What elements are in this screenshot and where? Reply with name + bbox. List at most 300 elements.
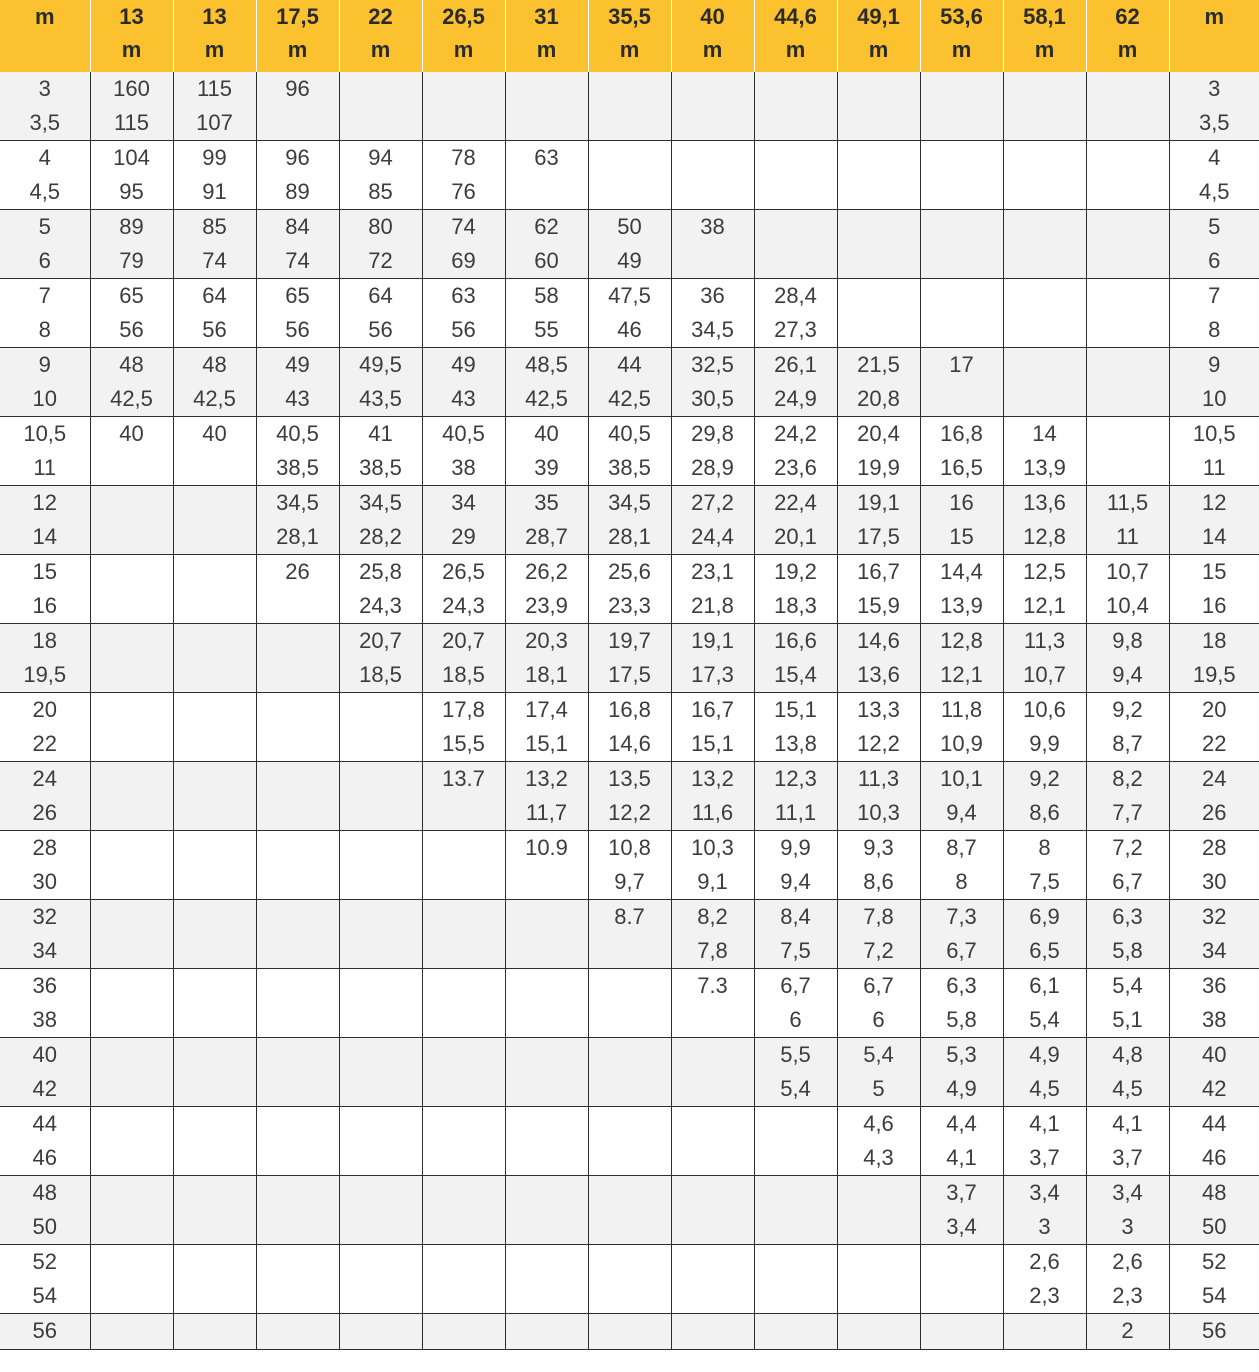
capacity-cell — [837, 624, 920, 693]
cell-value: 42,5 — [110, 385, 153, 411]
radius-cell-left — [0, 1176, 90, 1245]
cell-value: 6,7 — [946, 937, 977, 963]
capacity-cell — [505, 900, 588, 969]
cell-value: 49 — [451, 352, 476, 377]
cell-value: 6,7 — [780, 973, 811, 998]
cell-value: 6,3 — [1112, 904, 1143, 929]
capacity-cell — [173, 417, 256, 486]
table-row — [0, 762, 1259, 831]
cell-value: 20,7 — [442, 628, 485, 653]
cell-value: 22 — [1202, 730, 1227, 756]
cell-value: 15 — [32, 559, 57, 584]
cell-value: 27,3 — [774, 316, 817, 342]
cell-value: 9,9 — [1029, 730, 1060, 756]
capacity-cell — [1086, 486, 1169, 555]
cell-value: 20,7 — [359, 628, 402, 653]
cell-value: 15,5 — [442, 730, 485, 756]
cell-value: 14,4 — [940, 559, 983, 584]
capacity-cell — [173, 1245, 256, 1314]
capacity-cell — [1003, 279, 1086, 348]
cell-value: 56 — [32, 1318, 57, 1343]
radius-cell-left — [0, 72, 90, 141]
radius-cell-right — [1169, 969, 1259, 1038]
table-row — [0, 1245, 1259, 1314]
cell-value: 29 — [451, 523, 476, 549]
cell-value: 85 — [368, 178, 393, 204]
capacity-cell — [256, 900, 339, 969]
cell-value: 11,6 — [691, 799, 734, 825]
cell-value: 25,8 — [359, 559, 402, 584]
capacity-cell — [339, 141, 422, 210]
capacity-cell — [505, 1245, 588, 1314]
cell-value: 4 — [38, 145, 51, 170]
capacity-cell — [90, 141, 173, 210]
cell-value: 40,5 — [442, 421, 485, 446]
capacity-cell — [671, 210, 754, 279]
cell-value: 9 — [38, 352, 51, 377]
capacity-cell — [339, 831, 422, 900]
cell-value: 40,5 — [276, 421, 319, 446]
capacity-cell — [1086, 693, 1169, 762]
capacity-cell — [505, 141, 588, 210]
capacity-cell — [90, 417, 173, 486]
cell-value: 12 — [32, 490, 57, 515]
capacity-cell — [90, 1107, 173, 1176]
cell-value: 94 — [368, 145, 393, 170]
capacity-cell — [588, 72, 671, 141]
cell-value: 18 — [32, 628, 57, 653]
capacity-cell — [173, 1176, 256, 1245]
cell-value: 96 — [285, 145, 310, 170]
header-radius-right — [1169, 0, 1259, 72]
table-row — [0, 1038, 1259, 1107]
capacity-cell — [920, 1107, 1003, 1176]
cell-value: 74 — [285, 247, 310, 273]
cell-value: 17,5 — [608, 661, 651, 687]
cell-value: 17,5 — [857, 523, 900, 549]
header-boom-length — [90, 0, 173, 72]
header-boom-length — [422, 0, 505, 72]
radius-cell-right — [1169, 417, 1259, 486]
capacity-cell — [1003, 969, 1086, 1038]
capacity-cell — [671, 900, 754, 969]
cell-value: 5 — [872, 1075, 885, 1101]
table-body — [0, 72, 1259, 1350]
capacity-cell — [920, 348, 1003, 417]
cell-value: 14,6 — [857, 628, 900, 653]
cell-value: 10,8 — [608, 835, 651, 860]
header-line: 44,6 — [774, 4, 817, 29]
capacity-cell — [505, 555, 588, 624]
cell-value: 9,1 — [697, 868, 728, 894]
cell-value: 19,1 — [857, 490, 900, 515]
radius-cell-left — [0, 555, 90, 624]
capacity-cell — [173, 624, 256, 693]
cell-value: 12,2 — [857, 730, 900, 756]
capacity-cell — [505, 1176, 588, 1245]
capacity-cell — [256, 348, 339, 417]
cell-value: 14 — [32, 523, 57, 549]
cell-value: 8,6 — [863, 868, 894, 894]
header-boom-length — [837, 0, 920, 72]
cell-value: 24,3 — [359, 592, 402, 618]
capacity-cell — [1086, 1176, 1169, 1245]
cell-value: 40 — [32, 1042, 57, 1067]
capacity-cell — [339, 348, 422, 417]
capacity-cell — [671, 693, 754, 762]
cell-value: 13,5 — [608, 766, 651, 791]
cell-value: 35 — [534, 490, 559, 515]
cell-value: 7.3 — [697, 973, 728, 998]
cell-value: 41 — [368, 421, 393, 446]
capacity-cell — [422, 969, 505, 1038]
cell-value: 16,5 — [940, 454, 983, 480]
capacity-cell — [422, 693, 505, 762]
capacity-cell — [588, 141, 671, 210]
capacity-cell — [837, 1314, 920, 1350]
capacity-cell — [671, 1245, 754, 1314]
radius-cell-left — [0, 279, 90, 348]
capacity-cell — [671, 141, 754, 210]
capacity-cell — [90, 1176, 173, 1245]
cell-value: 12,1 — [940, 661, 983, 687]
capacity-cell — [754, 1245, 837, 1314]
radius-cell-left — [0, 1245, 90, 1314]
capacity-cell — [422, 624, 505, 693]
capacity-cell — [1086, 348, 1169, 417]
cell-value: 63 — [451, 283, 476, 308]
capacity-cell — [754, 624, 837, 693]
cell-value: 44 — [617, 352, 642, 377]
capacity-cell — [1086, 279, 1169, 348]
cell-value: 9,2 — [1112, 697, 1143, 722]
capacity-cell — [505, 417, 588, 486]
capacity-cell — [920, 279, 1003, 348]
cell-value: 48 — [32, 1180, 57, 1205]
header-boom-length — [1003, 0, 1086, 72]
cell-value: 7,2 — [1112, 835, 1143, 860]
capacity-cell — [1086, 1245, 1169, 1314]
cell-value: 10,3 — [857, 799, 900, 825]
header-line: m — [370, 37, 391, 62]
cell-value: 42,5 — [525, 385, 568, 411]
capacity-cell — [920, 969, 1003, 1038]
capacity-cell — [588, 693, 671, 762]
cell-value: 52 — [32, 1249, 57, 1274]
cell-value: 54 — [1202, 1282, 1227, 1308]
header-line: 17,5 — [276, 4, 319, 29]
table-row — [0, 210, 1259, 279]
cell-value: 23,9 — [525, 592, 568, 618]
capacity-cell — [754, 555, 837, 624]
header-boom-length — [754, 0, 837, 72]
cell-value: 65 — [119, 283, 144, 308]
cell-value: 11,1 — [774, 799, 817, 825]
cell-value: 6,1 — [1029, 973, 1060, 998]
capacity-cell — [256, 1314, 339, 1350]
cell-value: 7 — [38, 283, 51, 308]
cell-value: 19,5 — [23, 661, 67, 687]
capacity-cell — [90, 279, 173, 348]
radius-cell-right — [1169, 1314, 1259, 1350]
cell-value: 48 — [1202, 1180, 1227, 1205]
capacity-cell — [754, 1038, 837, 1107]
capacity-cell — [837, 72, 920, 141]
cell-value: 89 — [285, 178, 310, 204]
cell-value: 16,8 — [940, 421, 983, 446]
capacity-cell — [837, 693, 920, 762]
capacity-cell — [90, 969, 173, 1038]
cell-value: 56 — [202, 316, 227, 342]
cell-value: 47,5 — [608, 283, 651, 308]
cell-value: 60 — [534, 247, 559, 273]
cell-value: 7,2 — [863, 937, 894, 963]
cell-value: 16,6 — [774, 628, 817, 653]
cell-value: 56 — [119, 316, 144, 342]
cell-value: 49 — [285, 352, 310, 377]
cell-value: 26,5 — [442, 559, 485, 584]
capacity-cell — [505, 1038, 588, 1107]
capacity-cell — [90, 348, 173, 417]
cell-value: 24,3 — [442, 592, 485, 618]
header-boom-length — [920, 0, 1003, 72]
capacity-cell — [837, 1038, 920, 1107]
capacity-cell — [1003, 1245, 1086, 1314]
capacity-cell — [256, 72, 339, 141]
cell-value: 38,5 — [608, 454, 651, 480]
capacity-cell — [422, 72, 505, 141]
cell-value: 38,5 — [359, 454, 402, 480]
cell-value: 18 — [1202, 628, 1227, 653]
capacity-cell — [920, 900, 1003, 969]
capacity-cell — [837, 762, 920, 831]
cell-value: 28,1 — [608, 523, 651, 549]
cell-value: 4 — [1208, 145, 1221, 170]
capacity-cell — [1003, 1314, 1086, 1350]
cell-value: 96 — [285, 76, 310, 101]
radius-cell-right — [1169, 210, 1259, 279]
cell-value: 8,4 — [780, 904, 811, 929]
capacity-cell — [256, 486, 339, 555]
header-line: m — [287, 37, 308, 62]
capacity-cell — [90, 486, 173, 555]
cell-value: 15,4 — [774, 661, 817, 687]
capacity-cell — [754, 72, 837, 141]
radius-cell-right — [1169, 141, 1259, 210]
cell-value: 50 — [617, 214, 642, 239]
capacity-cell — [588, 279, 671, 348]
cell-value: 3,5 — [1198, 109, 1230, 135]
cell-value: 55 — [534, 316, 559, 342]
radius-cell-right — [1169, 1245, 1259, 1314]
capacity-cell — [837, 555, 920, 624]
capacity-cell — [256, 279, 339, 348]
cell-value: 15,1 — [691, 730, 734, 756]
header-line: m — [951, 37, 972, 62]
capacity-cell — [422, 279, 505, 348]
cell-value: 2,3 — [1029, 1282, 1060, 1308]
radius-cell-right — [1169, 72, 1259, 141]
capacity-cell — [173, 72, 256, 141]
radius-cell-left — [0, 969, 90, 1038]
cell-value: 6 — [38, 247, 51, 273]
cell-value: 12 — [1202, 490, 1227, 515]
cell-value: 6,3 — [946, 973, 977, 998]
capacity-cell — [588, 900, 671, 969]
cell-value: 28,9 — [691, 454, 734, 480]
capacity-cell — [671, 831, 754, 900]
cell-value: 16,7 — [857, 559, 900, 584]
capacity-cell — [339, 555, 422, 624]
capacity-cell — [837, 1245, 920, 1314]
cell-value: 4,1 — [946, 1144, 977, 1170]
cell-value: 2,6 — [1112, 1249, 1143, 1274]
cell-value: 34 — [451, 490, 476, 515]
cell-value: 19,1 — [691, 628, 734, 653]
cell-value: 5,8 — [946, 1006, 977, 1032]
cell-value: 3,5 — [29, 109, 61, 135]
capacity-cell — [339, 969, 422, 1038]
cell-value: 19,2 — [774, 559, 817, 584]
table-row — [0, 1176, 1259, 1245]
cell-value: 10,9 — [940, 730, 983, 756]
capacity-cell — [920, 72, 1003, 141]
capacity-cell — [256, 1245, 339, 1314]
cell-value: 40 — [119, 421, 144, 446]
cell-value: 24,4 — [691, 523, 734, 549]
capacity-cell — [1003, 624, 1086, 693]
cell-value: 9,3 — [863, 835, 894, 860]
cell-value: 13,9 — [940, 592, 983, 618]
cell-value: 5,3 — [946, 1042, 977, 1067]
cell-value: 12,1 — [1023, 592, 1066, 618]
capacity-cell — [671, 969, 754, 1038]
capacity-cell — [920, 831, 1003, 900]
capacity-cell — [754, 279, 837, 348]
capacity-cell — [173, 693, 256, 762]
cell-value: 48 — [119, 352, 144, 377]
capacity-cell — [837, 1176, 920, 1245]
capacity-cell — [1086, 969, 1169, 1038]
capacity-cell — [588, 624, 671, 693]
cell-value: 4,5 — [1112, 1075, 1143, 1101]
radius-cell-left — [0, 1038, 90, 1107]
cell-value: 18,5 — [442, 661, 485, 687]
capacity-cell — [837, 141, 920, 210]
cell-value: 38 — [32, 1006, 57, 1032]
cell-value: 15,1 — [525, 730, 568, 756]
cell-value: 9,2 — [1029, 766, 1060, 791]
header-line: 22 — [368, 4, 393, 29]
capacity-cell — [173, 555, 256, 624]
header-line: m — [702, 37, 723, 62]
cell-value: 36 — [32, 973, 57, 998]
capacity-cell — [837, 1107, 920, 1176]
table-row — [0, 486, 1259, 555]
capacity-cell — [1086, 72, 1169, 141]
capacity-cell — [256, 969, 339, 1038]
cell-value: 10 — [1202, 385, 1227, 411]
header-boom-length — [173, 0, 256, 72]
capacity-cell — [90, 72, 173, 141]
cell-value: 28,1 — [276, 523, 319, 549]
radius-cell-right — [1169, 1176, 1259, 1245]
capacity-cell — [754, 141, 837, 210]
capacity-cell — [1086, 831, 1169, 900]
table-row — [0, 969, 1259, 1038]
cell-value: 20,4 — [857, 421, 900, 446]
cell-value: 26 — [32, 799, 57, 825]
capacity-cell — [505, 486, 588, 555]
capacity-cell — [671, 624, 754, 693]
capacity-cell — [90, 693, 173, 762]
cell-value: 11,3 — [1023, 628, 1066, 653]
cell-value: 30 — [32, 868, 57, 894]
capacity-cell — [671, 72, 754, 141]
cell-value: 13,6 — [1023, 490, 1066, 515]
cell-value: 7,5 — [780, 937, 811, 963]
cell-value: 8,2 — [1112, 766, 1143, 791]
capacity-cell — [505, 210, 588, 279]
cell-value: 34,5 — [608, 490, 651, 515]
cell-value: 7,5 — [1029, 868, 1060, 894]
cell-value: 19,7 — [608, 628, 651, 653]
cell-value: 50 — [32, 1213, 57, 1239]
cell-value: 104 — [113, 145, 150, 170]
capacity-cell — [671, 417, 754, 486]
cell-value: 115 — [196, 76, 233, 101]
table-row — [0, 1107, 1259, 1176]
capacity-cell — [256, 555, 339, 624]
capacity-cell — [754, 831, 837, 900]
capacity-cell — [173, 831, 256, 900]
capacity-cell — [173, 348, 256, 417]
cell-value: 46 — [32, 1144, 57, 1170]
cell-value: 17 — [949, 352, 974, 377]
capacity-cell — [1003, 555, 1086, 624]
cell-value: 6,5 — [1029, 937, 1060, 963]
header-line: 40 — [700, 4, 725, 29]
cell-value: 8 — [955, 868, 968, 894]
capacity-cell — [920, 486, 1003, 555]
header-line: m — [619, 37, 640, 62]
capacity-cell — [1086, 141, 1169, 210]
cell-value: 72 — [368, 247, 393, 273]
cell-value: 50 — [1202, 1213, 1227, 1239]
cell-value: 64 — [202, 283, 227, 308]
capacity-cell — [754, 1176, 837, 1245]
cell-value: 79 — [119, 247, 144, 273]
cell-value: 10,6 — [1023, 697, 1066, 722]
cell-value: 34,5 — [276, 490, 319, 515]
cell-value: 10,7 — [1023, 661, 1066, 687]
cell-value: 6,9 — [1029, 904, 1060, 929]
table-row — [0, 900, 1259, 969]
capacity-cell — [837, 279, 920, 348]
capacity-cell — [339, 900, 422, 969]
capacity-cell — [505, 279, 588, 348]
header-line: m — [34, 4, 55, 29]
cell-value: 6 — [789, 1006, 802, 1032]
cell-value: 10,5 — [23, 421, 67, 446]
capacity-cell — [1003, 141, 1086, 210]
cell-value: 14 — [1032, 421, 1057, 446]
header-boom-length — [505, 0, 588, 72]
cell-value: 8 — [38, 316, 51, 342]
capacity-cell — [920, 762, 1003, 831]
cell-value: 48,5 — [525, 352, 568, 377]
cell-value: 4,6 — [863, 1111, 894, 1136]
